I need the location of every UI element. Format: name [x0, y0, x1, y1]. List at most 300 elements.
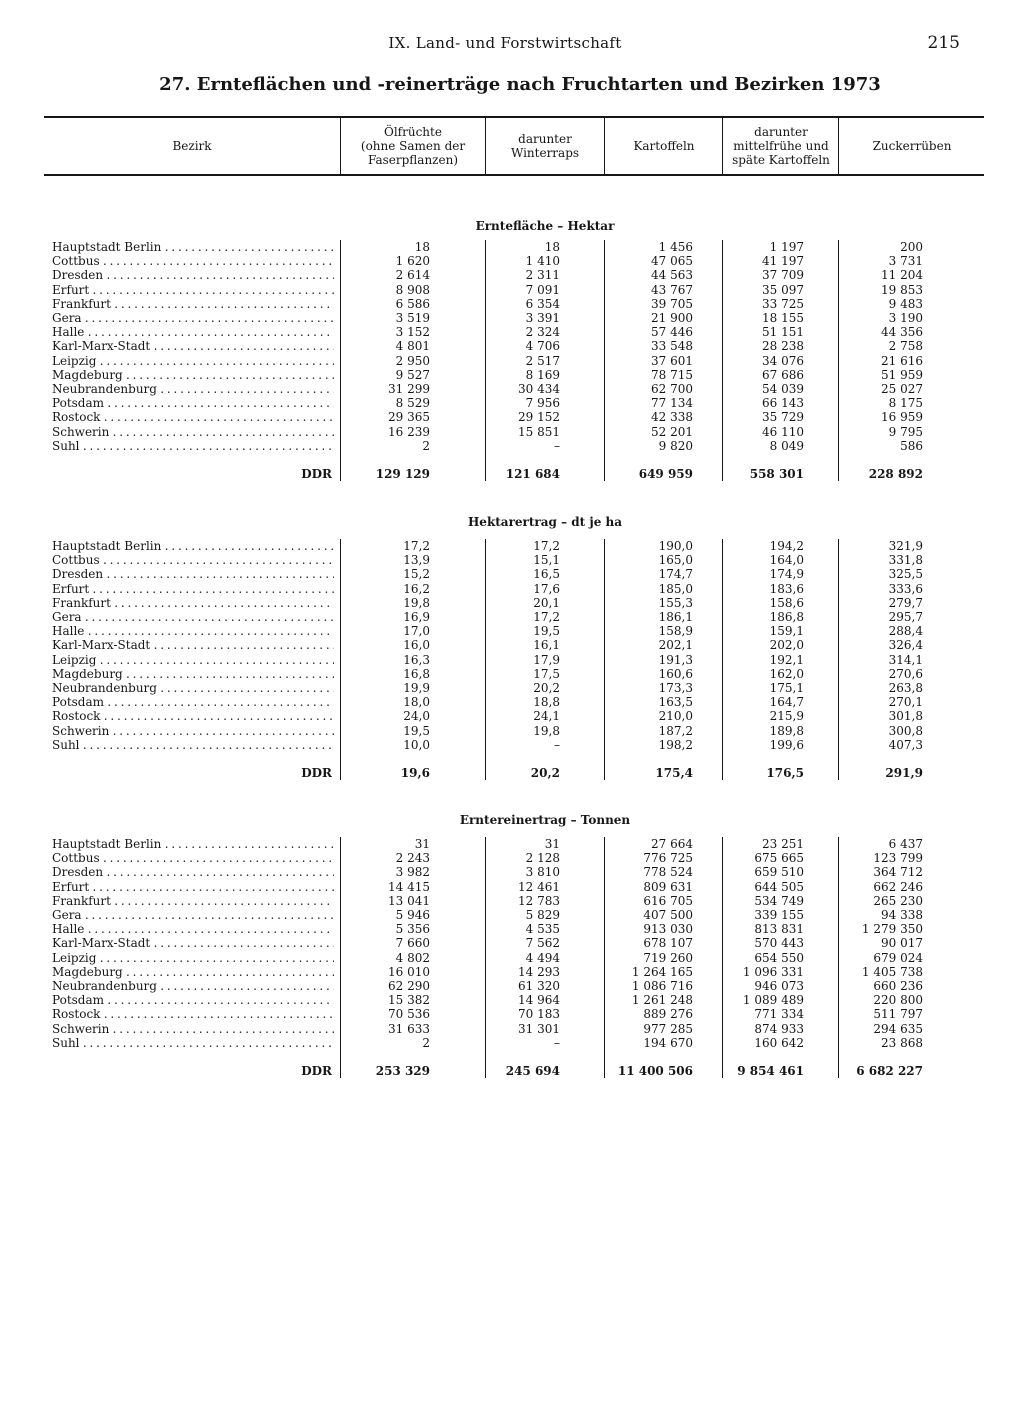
- table-cell: 67 686: [762, 367, 804, 382]
- section-title: Erntefläche – Hektar: [475, 219, 615, 233]
- table-cell: 6 437: [888, 837, 923, 851]
- table-cell: 198,2: [658, 737, 693, 752]
- table-row: [0, 638, 1024, 652]
- table-cell: 5 356: [395, 922, 430, 937]
- table-cell: 874 933: [754, 1021, 804, 1036]
- bezirk-name: Halle . . .: [52, 922, 334, 936]
- table-cell: 160 642: [754, 1035, 804, 1050]
- bezirk-name: Frankfurt . . .: [52, 297, 334, 311]
- column-divider: [722, 240, 723, 481]
- table-cell: 15 851: [518, 424, 560, 439]
- header-column-divider: [340, 118, 341, 174]
- column-divider: [604, 240, 605, 481]
- table-cell: 175,1: [769, 681, 804, 695]
- table-cell: 1 089 489: [742, 993, 804, 1008]
- table-row: [0, 951, 1024, 965]
- table-row: [0, 553, 1024, 567]
- bezirk-name: Potsdam . . .: [52, 695, 334, 709]
- table-cell: 813 831: [754, 922, 804, 937]
- table-cell: 659 510: [754, 865, 804, 880]
- table-cell: 616 705: [643, 893, 693, 908]
- bezirk-name: Dresden . . .: [52, 268, 334, 282]
- table-cell: 3 731: [888, 254, 923, 269]
- table-cell: 301,8: [888, 709, 923, 724]
- total-row: [0, 467, 1024, 481]
- column-header-zuckerrueben: Zuckerrüben: [872, 139, 952, 153]
- table-cell: 39 705: [651, 296, 693, 311]
- table-cell: 35 097: [762, 282, 804, 297]
- total-cell: 11 400 506: [617, 1064, 693, 1078]
- bezirk-name: Neubrandenburg . . .: [52, 979, 334, 993]
- table-row: [0, 993, 1024, 1007]
- table-cell: 123 799: [873, 851, 923, 866]
- table-row: [0, 653, 1024, 667]
- table-cell: 162,0: [769, 666, 804, 681]
- table-cell: 27 664: [651, 837, 693, 851]
- bezirk-name: Suhl . . .: [52, 738, 334, 752]
- table-cell: 47 065: [651, 254, 693, 269]
- table-cell: 288,4: [888, 624, 923, 639]
- table-cell: 78 715: [651, 367, 693, 382]
- bezirk-name: Hauptstadt Berlin . . .: [52, 837, 334, 851]
- table-cell: 946 073: [754, 979, 804, 993]
- bezirk-name: Gera . . .: [52, 610, 334, 624]
- table-row: [0, 425, 1024, 439]
- page-number: 215: [927, 33, 960, 53]
- table-row: [0, 582, 1024, 596]
- table-row: [0, 368, 1024, 382]
- table-cell: 3 519: [395, 311, 430, 325]
- table-cell: 10,0: [403, 737, 430, 752]
- table-cell: 16 010: [388, 964, 430, 979]
- bezirk-name: Rostock . . .: [52, 709, 334, 723]
- table-cell: 199,6: [769, 737, 804, 752]
- table-cell: 16 239: [388, 424, 430, 439]
- total-cell: 20,2: [530, 766, 560, 780]
- table-cell: 1 405 738: [861, 964, 923, 979]
- table-row: [0, 695, 1024, 709]
- total-cell: 19,6: [400, 766, 430, 780]
- table-cell: 31: [414, 837, 430, 851]
- bezirk-name: Rostock . . .: [52, 410, 334, 424]
- table-row: [0, 880, 1024, 894]
- table-cell: 12 783: [518, 893, 560, 908]
- table-cell: 660 236: [873, 979, 923, 993]
- table-cell: –: [554, 737, 560, 752]
- bezirk-name: Hauptstadt Berlin . . .: [52, 240, 334, 254]
- table-cell: 6 354: [525, 296, 560, 311]
- table-cell: 44 356: [881, 325, 923, 340]
- column-header-oelfruechte: Ölfrüchte (ohne Samen der Faserpflanzen): [360, 125, 466, 167]
- table-cell: 23 251: [762, 837, 804, 851]
- table-cell: 165,0: [658, 553, 693, 568]
- table-cell: 678 107: [643, 936, 693, 951]
- table-cell: 2: [422, 1035, 430, 1050]
- table-cell: 31: [544, 837, 560, 851]
- table-cell: 16,0: [403, 638, 430, 653]
- table-cell: 37 601: [651, 353, 693, 368]
- table-cell: 34 076: [762, 353, 804, 368]
- table-cell: 215,9: [769, 709, 804, 724]
- table-cell: 325,5: [888, 567, 923, 582]
- table-cell: 24,1: [533, 709, 560, 724]
- table-row: [0, 837, 1024, 851]
- table-cell: 158,9: [658, 624, 693, 639]
- table-cell: 7 091: [525, 282, 560, 297]
- table-row: [0, 724, 1024, 738]
- table-title: 27. Ernteflächen und -reinerträge nach Fruchtarten und Bezirken 1973: [159, 74, 881, 95]
- table-cell: 679 024: [873, 950, 923, 965]
- table-cell: 8 169: [525, 367, 560, 382]
- total-cell: 245 694: [505, 1064, 560, 1078]
- column-divider: [604, 539, 605, 780]
- table-cell: 809 631: [643, 879, 693, 894]
- table-cell: 46 110: [762, 424, 804, 439]
- table-cell: 3 810: [525, 865, 560, 880]
- table-row: [0, 908, 1024, 922]
- table-cell: 2 950: [395, 353, 430, 368]
- table-cell: 2: [422, 438, 430, 453]
- bezirk-name: Dresden . . .: [52, 865, 334, 879]
- table-cell: 70 536: [388, 1007, 430, 1022]
- table-cell: 586: [900, 438, 923, 453]
- table-cell: 24,0: [403, 709, 430, 724]
- table-cell: 29 152: [518, 410, 560, 425]
- table-cell: 155,3: [658, 595, 693, 610]
- header-bottom-rule: [44, 174, 984, 176]
- table-cell: 8 049: [769, 438, 804, 453]
- table-row: [0, 439, 1024, 453]
- table-row: [0, 382, 1024, 396]
- total-row: [0, 766, 1024, 780]
- table-cell: 407 500: [643, 908, 693, 922]
- table-cell: 4 706: [525, 339, 560, 354]
- table-row: [0, 596, 1024, 610]
- table-row: [0, 240, 1024, 254]
- table-cell: 17,2: [403, 539, 430, 553]
- total-row: [0, 1064, 1024, 1078]
- column-divider: [722, 539, 723, 780]
- table-cell: 41 197: [762, 254, 804, 269]
- table-cell: 778 524: [643, 865, 693, 880]
- table-cell: 185,0: [658, 581, 693, 596]
- table-cell: 189,8: [769, 723, 804, 738]
- table-cell: 21 616: [881, 353, 923, 368]
- table-cell: 3 391: [525, 311, 560, 325]
- table-cell: 66 143: [762, 396, 804, 411]
- table-cell: 18: [544, 240, 560, 254]
- table-cell: 16,2: [403, 581, 430, 596]
- column-header-spaete-kartoffeln: darunter mittelfrühe und späte Kartoffeln: [732, 125, 830, 167]
- table-row: [0, 624, 1024, 638]
- table-cell: 20,1: [533, 595, 560, 610]
- column-header-winterraps: darunter Winterraps: [510, 132, 580, 160]
- table-cell: 23 868: [881, 1035, 923, 1050]
- table-cell: 62 700: [651, 382, 693, 396]
- table-row: [0, 865, 1024, 879]
- total-cell: 121 684: [505, 467, 560, 481]
- table-cell: 7 562: [525, 936, 560, 951]
- table-cell: 4 801: [395, 339, 430, 354]
- table-row: [0, 1022, 1024, 1036]
- table-row: [0, 1007, 1024, 1021]
- table-cell: 2 517: [525, 353, 560, 368]
- table-cell: 2 758: [888, 339, 923, 354]
- table-cell: 295,7: [888, 610, 923, 624]
- header-column-divider: [604, 118, 605, 174]
- table-cell: 331,8: [888, 553, 923, 568]
- bezirk-name: Cottbus . . .: [52, 254, 334, 268]
- column-divider: [722, 837, 723, 1078]
- table-cell: 191,3: [658, 652, 693, 667]
- bezirk-name: Magdeburg . . .: [52, 965, 334, 979]
- table-cell: 202,1: [658, 638, 693, 653]
- table-row: [0, 738, 1024, 752]
- table-cell: 321,9: [888, 539, 923, 553]
- table-cell: 1 456: [658, 240, 693, 254]
- table-cell: 37 709: [762, 268, 804, 283]
- table-cell: 2 243: [395, 851, 430, 866]
- column-header-kartoffeln: Kartoffeln: [633, 139, 695, 153]
- table-cell: 675 665: [754, 851, 804, 866]
- bezirk-name: Neubrandenburg . . .: [52, 382, 334, 396]
- table-row: [0, 610, 1024, 624]
- table-cell: 21 900: [651, 311, 693, 325]
- table-row: [0, 396, 1024, 410]
- table-cell: 511 797: [873, 1007, 923, 1022]
- bezirk-name: Suhl . . .: [52, 1036, 334, 1050]
- table-row: [0, 354, 1024, 368]
- table-cell: 364 712: [873, 865, 923, 880]
- table-cell: 3 190: [888, 311, 923, 325]
- table-cell: 20,2: [533, 681, 560, 695]
- table-cell: 12 461: [518, 879, 560, 894]
- bezirk-name: Halle . . .: [52, 325, 334, 339]
- bezirk-name: Gera . . .: [52, 311, 334, 325]
- table-cell: 33 548: [651, 339, 693, 354]
- table-row: [0, 539, 1024, 553]
- table-cell: 15,1: [533, 553, 560, 568]
- table-cell: 5 829: [525, 908, 560, 922]
- table-cell: 2 324: [525, 325, 560, 340]
- bezirk-name: Magdeburg . . .: [52, 368, 334, 382]
- table-cell: 1 620: [395, 254, 430, 269]
- table-cell: 776 725: [643, 851, 693, 866]
- total-label: DDR: [301, 1064, 332, 1078]
- table-row: [0, 410, 1024, 424]
- total-label: DDR: [301, 467, 332, 481]
- table-cell: 4 802: [395, 950, 430, 965]
- table-cell: 15,2: [403, 567, 430, 582]
- table-cell: 18: [414, 240, 430, 254]
- table-cell: 9 527: [395, 367, 430, 382]
- table-cell: 35 729: [762, 410, 804, 425]
- table-cell: 9 820: [658, 438, 693, 453]
- table-cell: 90 017: [881, 936, 923, 951]
- table-cell: 43 767: [651, 282, 693, 297]
- table-cell: 19,9: [403, 681, 430, 695]
- column-divider: [340, 240, 341, 481]
- table-cell: 300,8: [888, 723, 923, 738]
- table-cell: 51 151: [762, 325, 804, 340]
- table-cell: 16,5: [533, 567, 560, 582]
- table-cell: 54 039: [762, 382, 804, 396]
- table-cell: 200: [900, 240, 923, 254]
- bezirk-name: Cottbus . . .: [52, 553, 334, 567]
- table-cell: 3 152: [395, 325, 430, 340]
- table-row: [0, 268, 1024, 282]
- table-cell: 7 956: [525, 396, 560, 411]
- table-cell: 186,8: [769, 610, 804, 624]
- table-cell: 17,2: [533, 610, 560, 624]
- table-cell: 183,6: [769, 581, 804, 596]
- table-cell: 644 505: [754, 879, 804, 894]
- bezirk-name: Magdeburg . . .: [52, 667, 334, 681]
- table-cell: 16,3: [403, 652, 430, 667]
- column-header-bezirk: Bezirk: [172, 139, 212, 153]
- bezirk-name: Frankfurt . . .: [52, 596, 334, 610]
- table-cell: 279,7: [888, 595, 923, 610]
- table-cell: –: [554, 438, 560, 453]
- table-cell: 210,0: [658, 709, 693, 724]
- total-cell: 558 301: [749, 467, 804, 481]
- table-cell: 17,6: [533, 581, 560, 596]
- table-cell: 30 434: [518, 382, 560, 396]
- bezirk-name: Neubrandenburg . . .: [52, 681, 334, 695]
- total-cell: 176,5: [766, 766, 804, 780]
- table-cell: 194 670: [643, 1035, 693, 1050]
- column-divider: [340, 837, 341, 1078]
- table-cell: 889 276: [643, 1007, 693, 1022]
- table-cell: 16,8: [403, 666, 430, 681]
- table-cell: 52 201: [651, 424, 693, 439]
- table-cell: 326,4: [888, 638, 923, 653]
- table-cell: 17,5: [533, 666, 560, 681]
- table-cell: 194,2: [769, 539, 804, 553]
- bezirk-name: Frankfurt . . .: [52, 894, 334, 908]
- table-cell: 4 494: [525, 950, 560, 965]
- table-cell: 186,1: [658, 610, 693, 624]
- table-cell: 163,5: [658, 695, 693, 710]
- table-row: [0, 254, 1024, 268]
- table-cell: 534 749: [754, 893, 804, 908]
- bezirk-name: Leipzig . . .: [52, 354, 334, 368]
- table-cell: 314,1: [888, 652, 923, 667]
- table-cell: 15 382: [388, 993, 430, 1008]
- table-cell: 42 338: [651, 410, 693, 425]
- column-divider: [838, 240, 839, 481]
- table-cell: 8 529: [395, 396, 430, 411]
- total-label: DDR: [301, 766, 332, 780]
- table-cell: 1 197: [769, 240, 804, 254]
- table-cell: –: [554, 1035, 560, 1050]
- table-cell: 270,1: [888, 695, 923, 710]
- bezirk-name: Dresden . . .: [52, 567, 334, 581]
- table-cell: 9 795: [888, 424, 923, 439]
- table-cell: 407,3: [888, 737, 923, 752]
- table-cell: 270,6: [888, 666, 923, 681]
- total-cell: 228 892: [868, 467, 923, 481]
- table-cell: 2 311: [525, 268, 560, 283]
- table-cell: 31 633: [388, 1021, 430, 1036]
- total-cell: 6 682 227: [856, 1064, 923, 1078]
- table-cell: 57 446: [651, 325, 693, 340]
- table-row: [0, 667, 1024, 681]
- table-cell: 159,1: [769, 624, 804, 639]
- table-cell: 18,8: [533, 695, 560, 710]
- table-cell: 16 959: [881, 410, 923, 425]
- column-divider: [485, 240, 486, 481]
- table-row: [0, 283, 1024, 297]
- table-row: [0, 922, 1024, 936]
- table-cell: 1 086 716: [631, 979, 693, 993]
- table-cell: 94 338: [881, 908, 923, 922]
- table-cell: 164,0: [769, 553, 804, 568]
- table-cell: 5 946: [395, 908, 430, 922]
- table-cell: 771 334: [754, 1007, 804, 1022]
- bezirk-name: Schwerin . . .: [52, 1022, 334, 1036]
- table-cell: 913 030: [643, 922, 693, 937]
- table-row: [0, 325, 1024, 339]
- table-cell: 220 800: [873, 993, 923, 1008]
- table-row: [0, 894, 1024, 908]
- table-cell: 13 041: [388, 893, 430, 908]
- table-cell: 654 550: [754, 950, 804, 965]
- table-row: [0, 311, 1024, 325]
- bezirk-name: Karl-Marx-Stadt . . .: [52, 936, 334, 950]
- table-cell: 14 415: [388, 879, 430, 894]
- table-cell: 19,5: [533, 624, 560, 639]
- table-cell: 51 959: [881, 367, 923, 382]
- header-column-divider: [485, 118, 486, 174]
- table-row: [0, 851, 1024, 865]
- table-cell: 192,1: [769, 652, 804, 667]
- table-row: [0, 1036, 1024, 1050]
- column-divider: [485, 539, 486, 780]
- table-cell: 202,0: [769, 638, 804, 653]
- column-divider: [838, 539, 839, 780]
- table-cell: 662 246: [873, 879, 923, 894]
- section-title: Erntereinertrag – Tonnen: [459, 813, 631, 827]
- table-row: [0, 339, 1024, 353]
- table-cell: 77 134: [651, 396, 693, 411]
- table-cell: 14 964: [518, 993, 560, 1008]
- bezirk-name: Erfurt . . .: [52, 283, 334, 297]
- column-divider: [340, 539, 341, 780]
- table-row: [0, 709, 1024, 723]
- table-cell: 19,5: [403, 723, 430, 738]
- table-cell: 3 982: [395, 865, 430, 880]
- table-row: [0, 297, 1024, 311]
- table-cell: 158,6: [769, 595, 804, 610]
- table-cell: 160,6: [658, 666, 693, 681]
- table-cell: 28 238: [762, 339, 804, 354]
- total-cell: 175,4: [655, 766, 693, 780]
- table-cell: 19,8: [403, 595, 430, 610]
- table-cell: 263,8: [888, 681, 923, 695]
- bezirk-name: Leipzig . . .: [52, 951, 334, 965]
- table-cell: 1 096 331: [742, 964, 804, 979]
- bezirk-name: Schwerin . . .: [52, 724, 334, 738]
- table-cell: 19 853: [881, 282, 923, 297]
- table-cell: 8 175: [888, 396, 923, 411]
- table-cell: 25 027: [881, 382, 923, 396]
- table-cell: 61 320: [518, 979, 560, 993]
- table-cell: 62 290: [388, 979, 430, 993]
- table-cell: 265 230: [873, 893, 923, 908]
- column-divider: [604, 837, 605, 1078]
- table-cell: 14 293: [518, 964, 560, 979]
